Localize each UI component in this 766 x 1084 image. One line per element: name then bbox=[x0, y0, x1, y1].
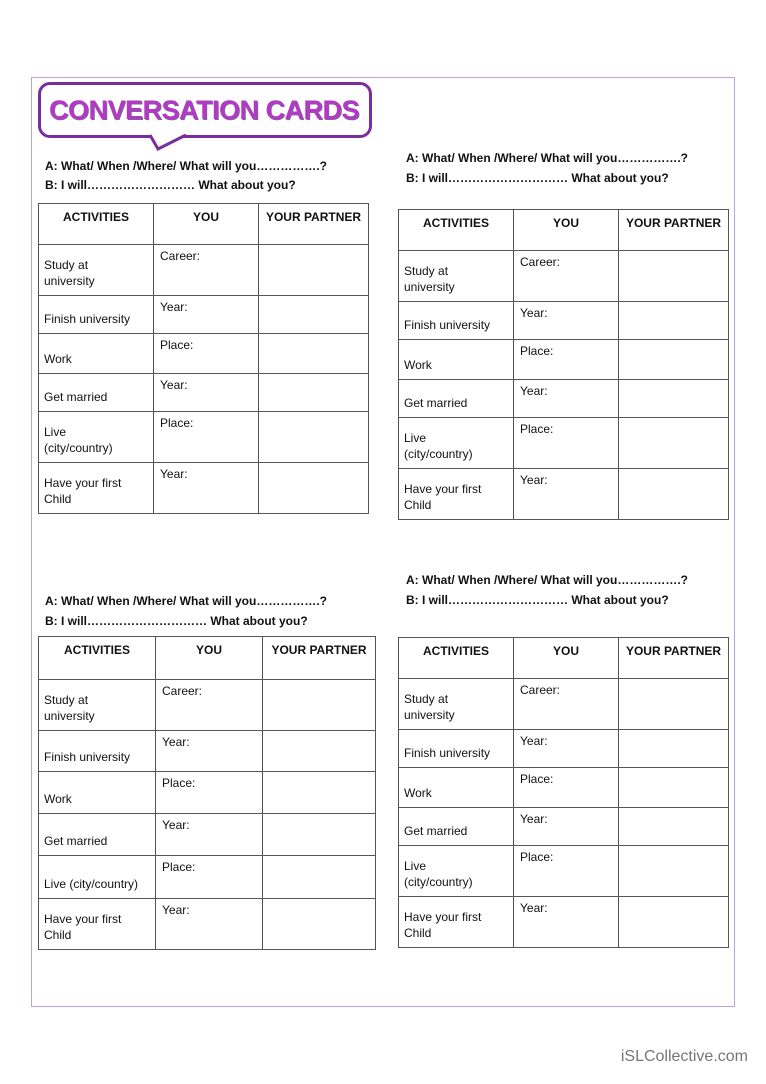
header-partner: YOUR PARTNER bbox=[619, 210, 729, 251]
partner-answer-cell[interactable] bbox=[619, 768, 729, 808]
you-field-label: Year: bbox=[160, 300, 188, 314]
you-field-label: Place: bbox=[520, 850, 554, 864]
title-bubble-tail bbox=[150, 133, 186, 151]
activities-table bbox=[398, 637, 729, 948]
partner-answer-cell[interactable] bbox=[619, 897, 729, 948]
you-field-label: Place: bbox=[520, 422, 554, 436]
header-partner: YOUR PARTNER bbox=[259, 204, 369, 245]
partner-answer-cell[interactable] bbox=[619, 418, 729, 469]
partner-answer-cell[interactable] bbox=[263, 772, 376, 814]
activity-label: Finish university bbox=[44, 312, 131, 326]
title-bubble bbox=[38, 82, 372, 138]
activities-table bbox=[38, 203, 369, 514]
you-field-label: Place: bbox=[160, 338, 194, 352]
partner-answer-cell[interactable] bbox=[263, 680, 376, 731]
question-a: A: What/ When /Where/ What will you…………….? bbox=[406, 573, 688, 587]
you-field-label: Year: bbox=[162, 903, 190, 917]
partner-answer-cell[interactable] bbox=[619, 808, 729, 846]
activity-label: Study at university bbox=[404, 264, 455, 294]
activity-label: Finish university bbox=[44, 750, 131, 764]
you-field-label: Place: bbox=[162, 776, 196, 790]
partner-answer-cell[interactable] bbox=[619, 302, 729, 340]
activity-label: Study at university bbox=[404, 692, 455, 722]
you-field-label: Year: bbox=[160, 378, 188, 392]
activity-label: Get married bbox=[404, 824, 468, 838]
activity-label: Live (city/country) bbox=[44, 425, 113, 455]
you-field-label: Career: bbox=[162, 684, 203, 698]
activity-label: Finish university bbox=[404, 318, 491, 332]
activity-label: Get married bbox=[404, 396, 468, 410]
partner-answer-cell[interactable] bbox=[259, 412, 369, 463]
activity-label: Get married bbox=[44, 390, 108, 404]
activity-label: Work bbox=[44, 792, 72, 806]
footer-watermark: iSLCollective.com bbox=[620, 1048, 748, 1065]
partner-answer-cell[interactable] bbox=[263, 814, 376, 856]
activity-label: Study at university bbox=[44, 693, 95, 723]
partner-answer-cell[interactable] bbox=[263, 899, 376, 950]
you-field-label: Year: bbox=[520, 901, 548, 915]
activity-label: Have your first Child bbox=[404, 482, 482, 512]
you-field-label: Career: bbox=[520, 255, 561, 269]
you-field-label: Career: bbox=[520, 683, 561, 697]
activity-label: Have your first Child bbox=[44, 912, 122, 942]
you-field-label: Year: bbox=[520, 734, 548, 748]
header-partner: YOUR PARTNER bbox=[263, 637, 376, 680]
you-field-label: Year: bbox=[520, 812, 548, 826]
header-activities: ACTIVITIES bbox=[399, 638, 514, 679]
partner-answer-cell[interactable] bbox=[619, 380, 729, 418]
partner-answer-cell[interactable] bbox=[259, 374, 369, 412]
activity-label: Work bbox=[44, 352, 72, 366]
you-field-label: Year: bbox=[162, 735, 190, 749]
activity-label: Get married bbox=[44, 834, 108, 848]
question-b: B: I will………………………… What about you? bbox=[406, 593, 669, 607]
activity-label: Finish university bbox=[404, 746, 491, 760]
question-a: A: What/ When /Where/ What will you…………….? bbox=[45, 159, 327, 173]
partner-answer-cell[interactable] bbox=[619, 251, 729, 302]
activity-label: Live (city/country) bbox=[404, 859, 473, 889]
you-field-label: Year: bbox=[162, 818, 190, 832]
activity-label: Study at university bbox=[44, 258, 95, 288]
partner-answer-cell[interactable] bbox=[259, 334, 369, 374]
you-field-label: Place: bbox=[162, 860, 196, 874]
activity-label: Work bbox=[404, 786, 432, 800]
question-b: B: I will………………………… What about you? bbox=[45, 614, 308, 628]
activity-label: Have your first Child bbox=[44, 476, 122, 506]
activities-table bbox=[38, 636, 376, 950]
activity-label: Live (city/country) bbox=[404, 431, 473, 461]
question-a: A: What/ When /Where/ What will you…………….? bbox=[406, 151, 688, 165]
partner-answer-cell[interactable] bbox=[263, 856, 376, 899]
header-you: YOU bbox=[156, 637, 263, 680]
partner-answer-cell[interactable] bbox=[619, 846, 729, 897]
header-activities: ACTIVITIES bbox=[39, 204, 154, 245]
you-field-label: Career: bbox=[160, 249, 201, 263]
activity-label: Work bbox=[404, 358, 432, 372]
partner-answer-cell[interactable] bbox=[263, 731, 376, 772]
header-activities: ACTIVITIES bbox=[39, 637, 156, 680]
question-a: A: What/ When /Where/ What will you…………….? bbox=[45, 594, 327, 608]
header-you: YOU bbox=[154, 204, 259, 245]
activity-label: Have your first Child bbox=[404, 910, 482, 940]
question-b: B: I will………………………… What about you? bbox=[406, 171, 669, 185]
activities-table bbox=[398, 209, 729, 520]
you-field-label: Place: bbox=[520, 344, 554, 358]
partner-answer-cell[interactable] bbox=[259, 245, 369, 296]
partner-answer-cell[interactable] bbox=[619, 730, 729, 768]
partner-answer-cell[interactable] bbox=[259, 463, 369, 514]
you-field-label: Year: bbox=[160, 467, 188, 481]
partner-answer-cell[interactable] bbox=[619, 679, 729, 730]
header-activities: ACTIVITIES bbox=[399, 210, 514, 251]
header-partner: YOUR PARTNER bbox=[619, 638, 729, 679]
you-field-label: Year: bbox=[520, 473, 548, 487]
partner-answer-cell[interactable] bbox=[619, 469, 729, 520]
page-title: CONVERSATION CARDS bbox=[49, 95, 360, 125]
header-you: YOU bbox=[514, 638, 619, 679]
activity-label: Live (city/country) bbox=[44, 877, 139, 891]
partner-answer-cell[interactable] bbox=[259, 296, 369, 334]
you-field-label: Place: bbox=[160, 416, 194, 430]
header-you: YOU bbox=[514, 210, 619, 251]
you-field-label: Place: bbox=[520, 772, 554, 786]
you-field-label: Year: bbox=[520, 306, 548, 320]
question-b: B: I will……………………… What about you? bbox=[45, 178, 296, 192]
you-field-label: Year: bbox=[520, 384, 548, 398]
partner-answer-cell[interactable] bbox=[619, 340, 729, 380]
